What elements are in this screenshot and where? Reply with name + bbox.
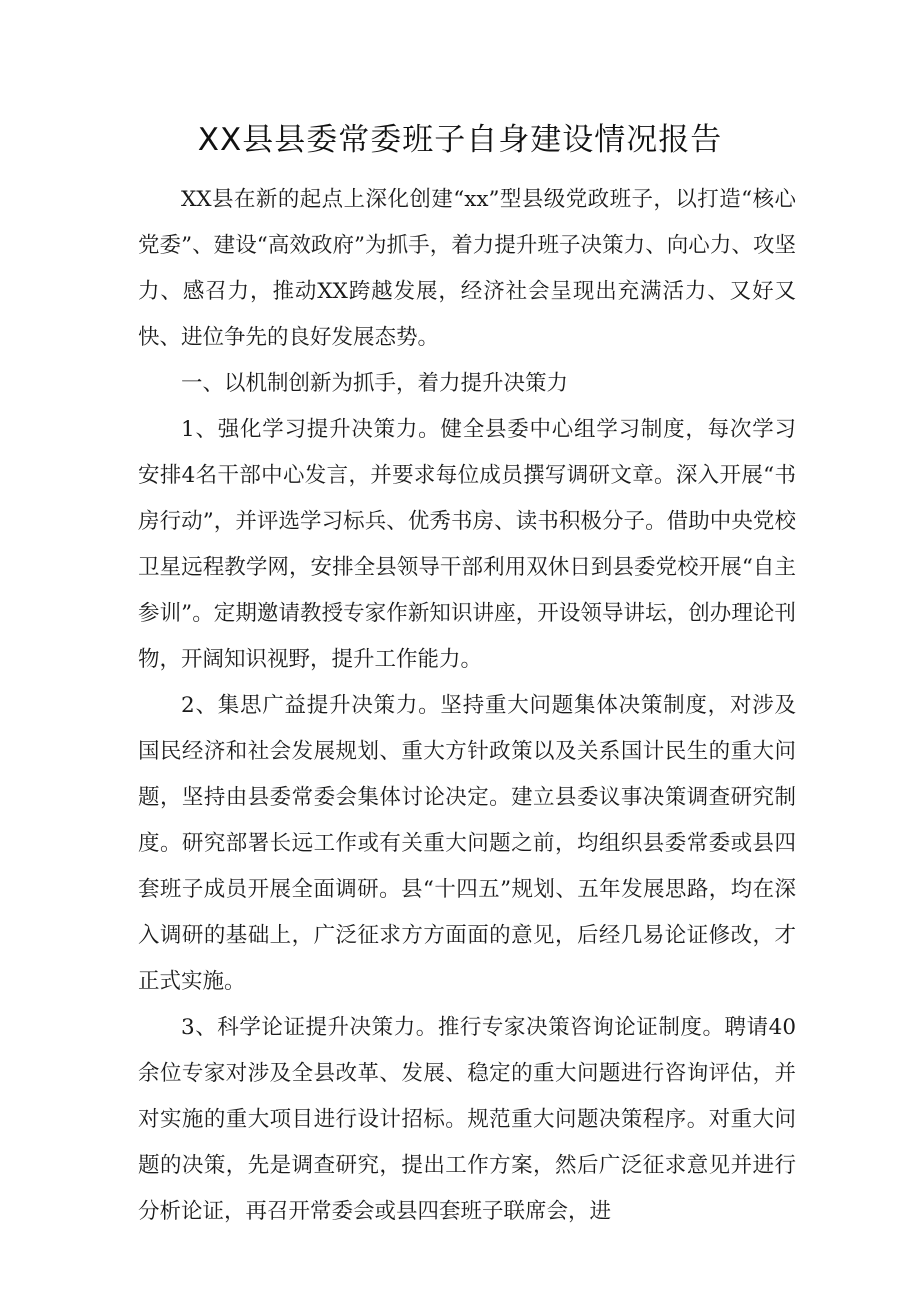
body-paragraph: 3、科学论证提升决策力。推行专家决策咨询论证制度。聘请40余位专家对涉及全县改革、发展、稳定的重大问题进行咨询评估，并对实施的重大项目进行设计招标。规范重大问题决策程序。对重大问题的决策，先是调查研究，提出工作方案，然后广泛征求意见并进行分析论证，再召开常委会或县四套班子联席会，进 <box>138 1015 796 1224</box>
document-title: XX县县委常委班子自身建设情况报告 <box>197 122 723 158</box>
body-paragraph: 2、集思广益提升决策力。坚持重大问题集体决策制度，对涉及国民经济和社会发展规划、重大方针政策以及关系国计民生的重大问题，坚持由县委常委会集体讨论决定。建立县委议事决策调查研究制度。研究部署长远工作或有关重大问题之前，均组织县委常委或县四套班子成员开展全面调研。县“十四五”规划、五年发展思路，均在深入调研的基础上，广泛征求方方面面的意见，后经几易论证修改，才正式实施。 <box>138 693 796 994</box>
section-heading: 一、以机制创新为抓手，着力提升决策力 <box>181 371 569 396</box>
intro-paragraph: XX县在新的起点上深化创建“xx”型县级党政班子，以打造“核心党委”、建设“高效政府”为抓手，着力提升班子决策力、向心力、攻坚力、感召力，推动XX跨越发展，经济社会呈现出充满活力、又好又快、进位争先的良好发展态势。 <box>138 187 796 350</box>
document-body <box>138 177 796 1235</box>
body-paragraph: 1、强化学习提升决策力。健全县委中心组学习制度，每次学习安排4名干部中心发言，并要求每位成员撰写调研文章。深入开展“书房行动”，并评选学习标兵、优秀书房、读书积极分子。借助中央党校卫星远程教学网，安排全县领导干部利用双休日到县委党校开展“自主参训”。定期邀请教授专家作新知识讲座，开设领导讲坛，创办理论刊物，开阔知识视野，提升工作能力。 <box>138 417 796 672</box>
